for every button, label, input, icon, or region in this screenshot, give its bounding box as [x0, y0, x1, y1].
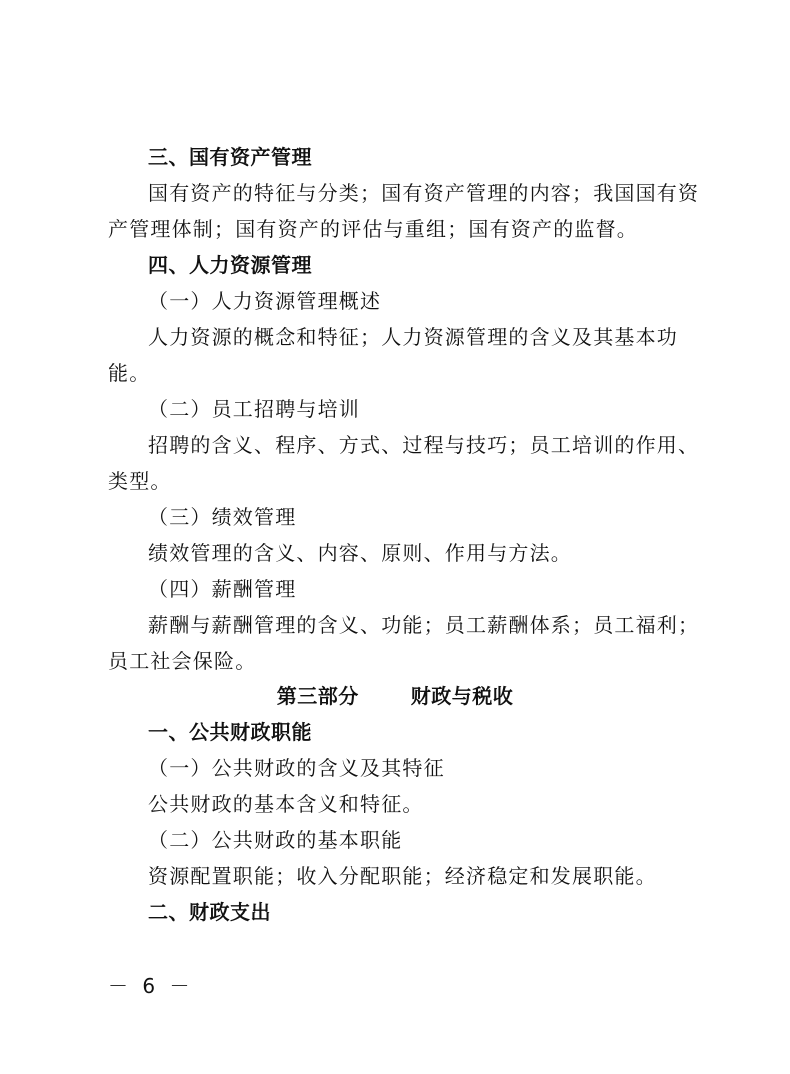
paragraph-line: 公共财政的基本含义和特征。 — [148, 792, 424, 816]
section-heading-state-assets: 三、国有资产管理 — [148, 145, 312, 169]
subsection-heading: （二）公共财政的基本职能 — [148, 828, 403, 852]
subsection-heading: （四）薪酬管理 — [148, 577, 297, 601]
part-title-number: 第三部分 — [276, 684, 359, 708]
subsection-heading: （二）员工招聘与培训 — [148, 397, 360, 421]
paragraph-line: 国有资产的特征与分类；国有资产管理的内容；我国国有资 — [148, 181, 700, 205]
page-number: － 6 － — [108, 974, 194, 998]
subsection-heading: （三）绩效管理 — [148, 505, 297, 529]
paragraph-line: 绩效管理的含义、内容、原则、作用与方法。 — [148, 541, 572, 565]
subsection-heading: （一）公共财政的含义及其特征 — [148, 756, 445, 780]
paragraph-line: 类型。 — [108, 469, 172, 493]
subsection-heading: （一）人力资源管理概述 — [148, 289, 382, 313]
paragraph-line: 人力资源的概念和特征；人力资源管理的含义及其基本功 — [148, 325, 678, 349]
paragraph-line: 招聘的含义、程序、方式、过程与技巧；员工培训的作用、 — [148, 433, 700, 457]
paragraph-line: 产管理体制；国有资产的评估与重组；国有资产的监督。 — [108, 217, 638, 241]
paragraph-line: 能。 — [108, 361, 151, 385]
paragraph-line: 薪酬与薪酬管理的含义、功能；员工薪酬体系；员工福利； — [148, 613, 700, 637]
part-title-name: 财政与税收 — [410, 684, 514, 708]
paragraph-line: 员工社会保险。 — [108, 649, 257, 673]
paragraph-line: 资源配置职能；收入分配职能；经济稳定和发展职能。 — [148, 864, 657, 888]
section-heading-hr: 四、人力资源管理 — [148, 253, 312, 277]
part-title — [0, 680, 790, 712]
section-heading-public-finance: 一、公共财政职能 — [148, 720, 312, 744]
section-heading-expenditure: 二、财政支出 — [148, 900, 271, 924]
